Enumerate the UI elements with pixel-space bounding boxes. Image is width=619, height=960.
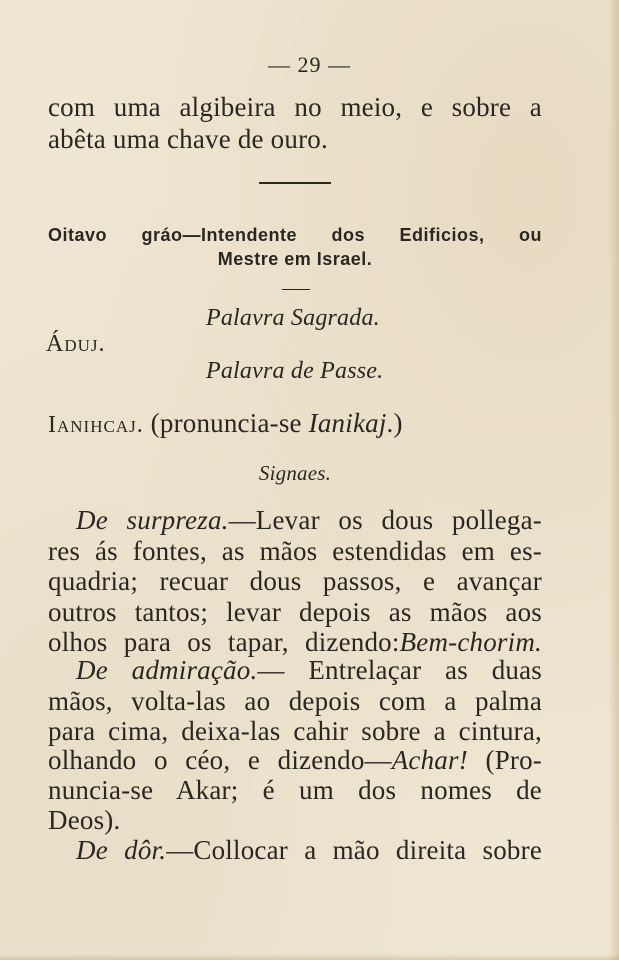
- ianihcaj-line: [48, 408, 542, 440]
- body-line-8: para cima, deixa-las cahir sobre a cintura,: [48, 716, 542, 746]
- page-bottom-edge: [0, 954, 619, 960]
- short-divider: [282, 289, 310, 290]
- body-line-1: De surpreza.—Levar os dous pollega-: [76, 505, 542, 535]
- body-line-3: quadria; recuar dous passos, e avançar: [48, 566, 542, 596]
- surpreza-label: De surpreza.: [76, 505, 229, 535]
- pronunciation-suffix: .): [386, 408, 403, 438]
- page-number: — 29 —: [268, 52, 351, 77]
- body-line-11: Deos).: [48, 805, 121, 835]
- body-line-7: mãos, volta-las ao depois com a palma: [48, 686, 542, 716]
- body-line-12: De dôr.—Collocar a mão direita sobre: [76, 835, 542, 865]
- page-edge-shadow: [609, 0, 619, 960]
- body-line-9: olhando o céo, e dizendo—Achar! (Pro-: [48, 745, 542, 775]
- achar-word: Achar!: [391, 745, 468, 775]
- pronunciation-prefix: (pronuncia-se: [150, 408, 309, 438]
- palavra-sagrada-label: Palavra Sagrada.: [206, 305, 380, 331]
- section-heading-line2: Mestre em Israel.: [217, 249, 373, 269]
- ianihcaj-word: Ianihcaj.: [48, 412, 144, 438]
- paragraph-line: com uma algibeira no meio, e sobre a: [48, 92, 542, 122]
- body-line-4: outros tantos; levar depois as mãos aos: [48, 597, 542, 627]
- aduj-word: Áduj.: [46, 331, 106, 357]
- body-line-2: res ás fontes, as mãos estendidas em es-: [48, 536, 542, 566]
- section-divider: [259, 182, 331, 184]
- body-line-6: De admiração.— Entrelaçar as duas: [76, 655, 542, 685]
- admiracao-label: De admiração.: [76, 655, 258, 685]
- signaes-heading: Signaes.: [258, 461, 332, 485]
- dor-label: De dôr.: [76, 835, 167, 865]
- body-line-5: olhos para os tapar, dizendo:Bem-chorim.: [48, 627, 542, 657]
- paragraph-line: abêta uma chave de ouro.: [48, 124, 328, 154]
- body-line-10: nuncia-se Akar; é um dos nomes de: [48, 775, 542, 805]
- palavra-passe-label: Palavra de Passe.: [206, 358, 384, 384]
- section-heading-line1: Oitavo gráo—Intendente dos Edificios, ou: [48, 225, 542, 245]
- bem-chorim-word: Bem-chorim.: [399, 627, 542, 657]
- pronunciation-word: Ianikaj: [308, 408, 387, 438]
